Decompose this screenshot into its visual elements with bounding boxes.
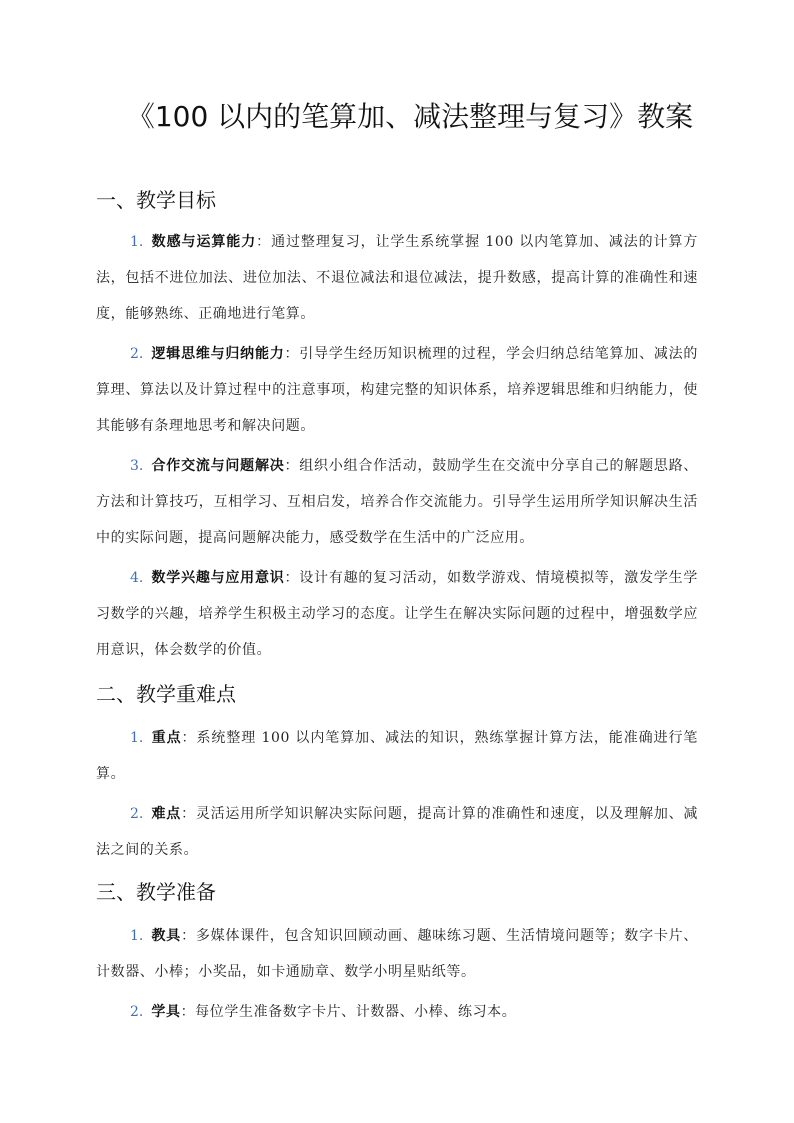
key-point-item-1 [96,720,698,792]
item-number: 3. [130,458,144,474]
item-number: 1. [130,730,144,746]
item-number: 2. [130,346,144,362]
item-number: 1. [130,234,144,250]
item-separator: ： [181,730,197,746]
section-heading-teaching-preparation: 三、教学准备 [96,880,216,904]
item-text: 设计有趣的复习活动，如数学游戏、情境模拟等，激发学生学习数学的兴趣，培养学生积极主动学习的态度。让学生在解决实际问题的过程中，增强数学应用意识，体会数学的价值。 [96,570,698,658]
item-term: 重点 [151,730,182,746]
key-point-item-2 [96,796,698,868]
preparation-item-1 [96,918,698,990]
section-heading-teaching-objectives: 一、教学目标 [96,188,216,212]
item-number: 4. [130,570,144,586]
item-text: 灵活运用所学知识解决实际问题，提高计算的准确性和速度，以及理解加、减法之间的关系。 [96,806,699,858]
item-text: 通过整理复习，让学生系统掌握 100 以内笔算加、减法的计算方法，包括不进位加法、进位加法、不退位减法和退位减法，提升数感，提高计算的准确性和速度，能够熟练、正确地进行笔算。 [96,234,698,322]
objective-item-3 [96,448,698,556]
item-number: 2. [130,1004,144,1020]
item-separator: ： [256,234,272,250]
section-heading-key-difficult-points: 二、教学重难点 [96,682,236,706]
item-separator: ： [284,458,300,474]
objective-item-2 [96,336,698,444]
item-separator: ： [180,1004,196,1020]
item-term: 教具 [151,928,182,944]
item-term: 数感与运算能力 [151,234,257,250]
document-title: 《100 以内的笔算加、减法整理与复习》教案 [126,100,694,133]
objective-item-1 [96,224,698,332]
item-text: 组织小组合作活动，鼓励学生在交流中分享自己的解题思路、方法和计算技巧，互相学习、互相启发，培养合作交流能力。引导学生运用所学知识解决生活中的实际问题，提高问题解决能力，感受数学在生活中的广泛应用。 [96,458,698,546]
item-term: 数学兴趣与应用意识 [151,570,285,586]
item-number: 2. [130,806,144,822]
item-term: 学具 [151,1004,181,1020]
item-text: 系统整理 100 以内笔算加、减法的知识，熟练掌握计算方法，能准确进行笔算。 [96,730,698,782]
preparation-item-2 [96,994,698,1030]
item-term: 合作交流与问题解决 [151,458,285,474]
item-text: 多媒体课件，包含知识回顾动画、趣味练习题、生活情境问题等；数字卡片、计数器、小棒；小奖品，如卡通励章、数学小明星贴纸等。 [96,928,699,980]
item-number: 1. [130,928,144,944]
item-separator: ： [181,928,196,944]
item-term: 逻辑思维与归纳能力 [151,346,285,362]
item-separator: ： [284,346,300,362]
item-separator: ： [284,570,300,586]
objective-item-4 [96,560,698,668]
item-text: 引导学生经历知识梳理的过程，学会归纳总结笔算加、减法的算理、算法以及计算过程中的注意事项，构建完整的知识体系，培养逻辑思维和归纳能力，使其能够有条理地思考和解决问题。 [96,346,698,434]
item-separator: ： [181,806,196,822]
item-text: 每位学生准备数字卡片、计数器、小棒、练习本。 [195,1004,517,1020]
item-term: 难点 [151,806,182,822]
